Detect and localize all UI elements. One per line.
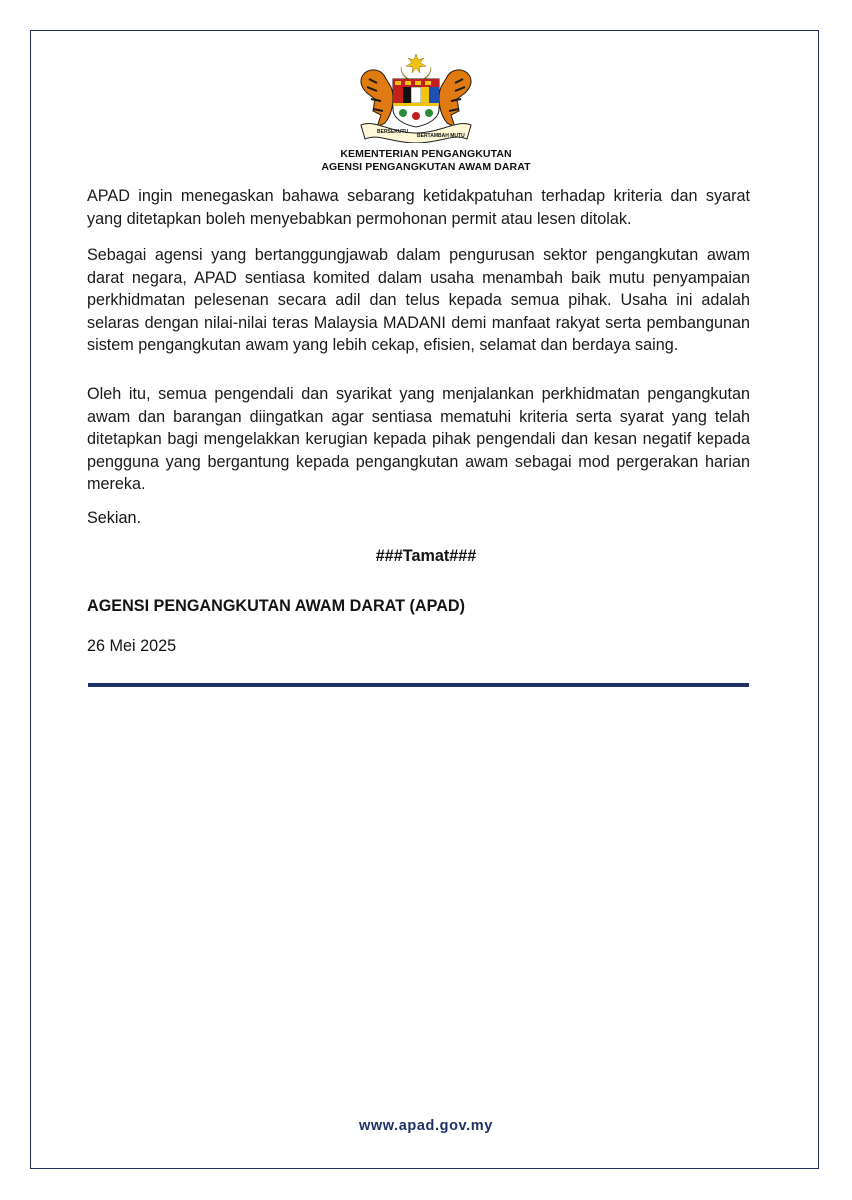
malaysia-coat-of-arms-icon [355, 53, 477, 143]
closing-text: Sekian. [87, 509, 141, 527]
paragraph-3: Oleh itu, semua pengendali dan syarikat yang menjalankan perkhidmatan pengangkutan awam dan barangan diingatkan agar sentiasa mematuhi kriteria serta syarat yang telah ditetapkan bagi mengelakkan kerugian kepada pihak pengendali dan kesan negatif kepada pengguna yang bergantung kepada pengangkutan awam sebagai mod pergerakan harian mereka. [87, 385, 750, 494]
agency-name: AGENSI PENGANGKUTAN AWAM DARAT [321, 161, 531, 173]
ministry-name: KEMENTERIAN PENGANGKUTAN [340, 148, 512, 160]
release-date: 26 Mei 2025 [87, 637, 177, 655]
paragraph-2: Sebagai agensi yang bertanggungjawab dalam pengurusan sektor pengangkutan awam darat negara, APAD sentiasa komited dalam usaha menambah baik mutu penyampaian perkhidmatan pelesenan secara adil dan telus kepada semua pihak. Usaha ini adalah selaras dengan nilai-nilai teras Malaysia MADANI demi manfaat rakyat serta pembangunan sistem pengangkutan awam yang lebih cekap, efisien, selamat dan berdaya saing. [87, 246, 750, 355]
signoff-agency: AGENSI PENGANGKUTAN AWAM DARAT (APAD) [87, 597, 465, 615]
website-link[interactable]: www.apad.gov.my [359, 1118, 493, 1134]
divider-line [88, 683, 749, 687]
paragraph-1: APAD ingin menegaskan bahawa sebarang ketidakpatuhan terhadap kriteria dan syarat yang ditetapkan boleh menyebabkan permohonan permit atau lesen ditolak. [87, 187, 750, 228]
end-marker: ###Tamat### [375, 547, 477, 565]
crest-motto: BERSEKUTU [377, 129, 409, 135]
crest-motto-2: BERTAMBAH MUTU [417, 133, 465, 139]
